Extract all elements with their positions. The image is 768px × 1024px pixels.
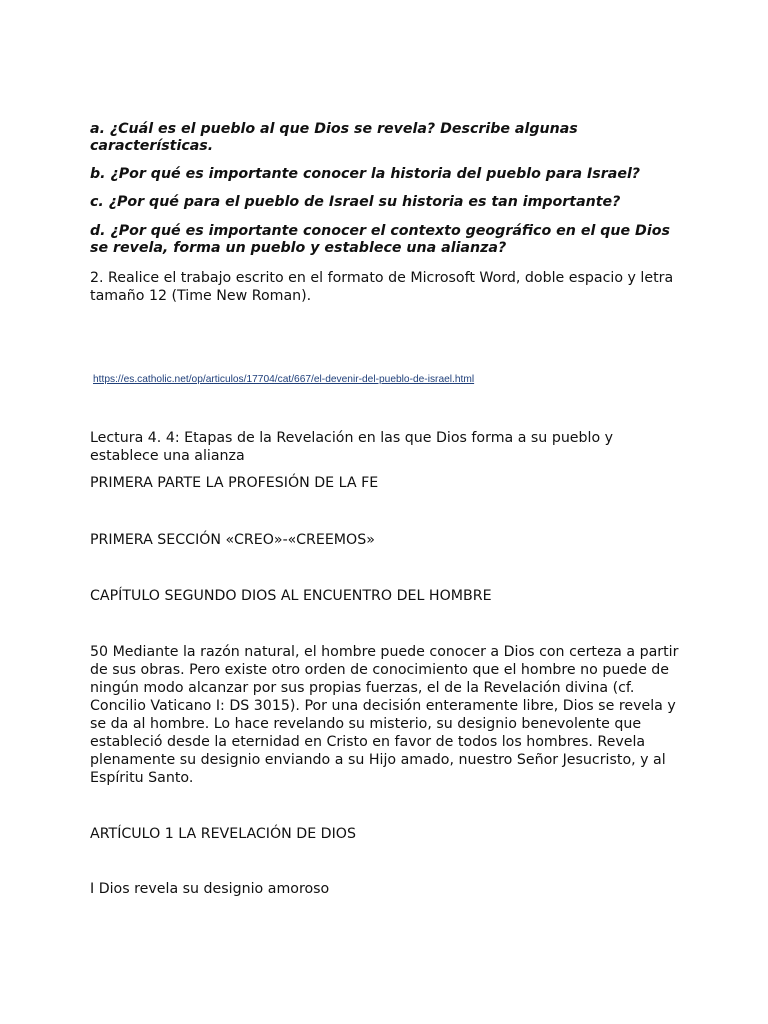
instruction-paragraph: 2. Realice el trabajo escrito en el formato de Microsoft Word, doble espacio y letra tamaño 12 (Time New Roman). — [90, 270, 674, 304]
question-b: b. ¿Por qué es importante conocer la historia del pueblo para Israel? — [90, 166, 641, 182]
chapter-heading: CAPÍTULO SEGUNDO DIOS AL ENCUENTRO DEL HOMBRE — [90, 588, 492, 604]
reading-title: Lectura 4. 4: Etapas de la Revelación en las que Dios forma a su pueblo y establece una alianza — [90, 430, 614, 464]
article-heading: ARTÍCULO 1 LA REVELACIÓN DE DIOS — [90, 826, 356, 842]
question-a: a. ¿Cuál es el pueblo al que Dios se revela? Describe algunas características. — [90, 121, 578, 154]
subheading: I Dios revela su designio amoroso — [90, 881, 330, 897]
part-heading: PRIMERA PARTE LA PROFESIÓN DE LA FE — [90, 475, 379, 491]
question-c: c. ¿Por qué para el pueblo de Israel su historia es tan importante? — [90, 194, 621, 210]
question-d: d. ¿Por qué es importante conocer el contexto geográfico en el que Dios se revela, forma un pueblo y establece una alianza? — [90, 223, 670, 256]
section-heading: PRIMERA SECCIÓN «CREO»-«CREEMOS» — [90, 532, 375, 548]
reference-link[interactable]: https://es.catholic.net/op/articulos/17704/cat/667/el-devenir-del-pueblo-de-israel.html — [93, 374, 475, 385]
paragraph-50: 50 Mediante la razón natural, el hombre puede conocer a Dios con certeza a partir de sus obras. Pero existe otro orden de conocimiento que el hombre no puede de ningún modo alcanzar por sus propias fuerzas, el de la Revelación divina (cf. Concilio Vaticano I: DS 3015). Por una decisión enteramente libre, Dios se revela y se da al hombre. Lo hace revelando su misterio, su designio benevolente que estableció desde la eternidad en Cristo en favor de todos los hombres. Revela plenamente su designio enviando a su Hijo amado, nuestro Señor Jesucristo, y al Espíritu Santo. — [90, 644, 679, 786]
